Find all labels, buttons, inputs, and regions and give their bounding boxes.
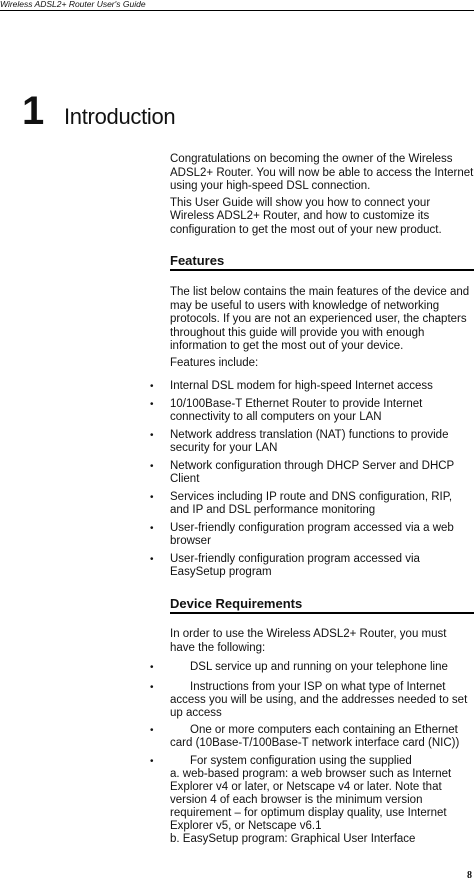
list-item [150,681,474,720]
device-requirements-heading: Device Requirements [170,596,474,614]
list-item [150,380,433,393]
list-item-text: User-friendly configuration program accessed via a web browser [170,522,454,547]
list-item-text: Network configuration through DHCP Server and DHCP Client [170,460,455,485]
list-item [150,724,474,750]
list-item-text: DSL service up and running on your telephone line [190,661,448,673]
list-item [150,460,474,486]
requirements-intro [170,628,474,655]
list-item-text: User-friendly configuration program accessed via EasySetup program [170,553,420,578]
bullet-icon: • [150,399,154,410]
bullet-icon: • [150,381,154,392]
page-number: 8 [467,870,472,881]
bullet-icon: • [150,492,154,503]
list-item-text: One or more computers each containing an Ethernet card (10Base-T/100Base-T network interface card (NIC)) [170,724,460,749]
list-item-text: For system configuration using the supplied [190,755,412,767]
list-item-text: 10/100Base-T Ethernet Router to provide Internet connectivity to all computers on your LAN [170,398,423,423]
chapter-number: 1 [22,89,45,133]
bullet-icon: • [150,756,154,767]
list-item-text: Services including IP route and DNS configuration, RIP, and IP and DSL performance monitoring [170,491,453,516]
list-item [150,429,474,455]
intro-paragraph-1: Congratulations on becoming the owner of the Wireless ADSL2+ Router. You will now be able to access the Internet using your high-speed DSL connection. [170,153,474,192]
bullet-icon: • [150,682,154,693]
bullet-icon: • [150,461,154,472]
list-item-text: Instructions from your ISP on what type of Internet access you will be using, and the addresses needed to set up access [170,681,468,719]
features-include-label: Features include: [170,356,259,369]
list-item [150,755,474,846]
list-item [150,661,448,674]
bullet-icon: • [150,430,154,441]
features-paragraph: The list below contains the main features of the device and may be useful to users with knowledge of networking protocols. If you are not an experienced user, the chapters throughout this guide will provide you with enough information to get the most out of your device. [170,286,470,352]
sub-item-web-based: a. web-based program: a web browser such as Internet Explorer v4 or later, or Netscape v4 or later. Note that version 4 of each browser is the minimum version requirement – for optimum display quality, use Internet Explorer v5, or Netscape v6.1 [170,768,452,832]
bullet-icon: • [150,662,154,673]
chapter-title: Introduction [64,104,176,129]
list-item [150,398,474,424]
bullet-icon: • [150,523,154,534]
list-item [150,522,474,548]
features-heading: Features [170,253,474,271]
bullet-icon: • [150,725,154,736]
running-header: Wireless ADSL2+ Router User's Guide [0,0,474,11]
sub-item-easysetup: b. EasySetup program: Graphical User Interface [170,833,416,845]
list-item-text: Internal DSL modem for high-speed Internet access [170,380,433,392]
requirements-paragraph: In order to use the Wireless ADSL2+ Router, you must have the following: [170,628,447,654]
list-item [150,491,474,517]
features-intro [170,286,474,370]
intro-section [170,153,474,237]
bullet-icon: • [150,554,154,565]
list-item [150,553,474,579]
list-item-text: Network address translation (NAT) functions to provide security for your LAN [170,429,449,454]
intro-paragraph-2: This User Guide will show you how to connect your Wireless ADSL2+ Router, and how to customize its configuration to get the most out of your new product. [170,196,442,236]
